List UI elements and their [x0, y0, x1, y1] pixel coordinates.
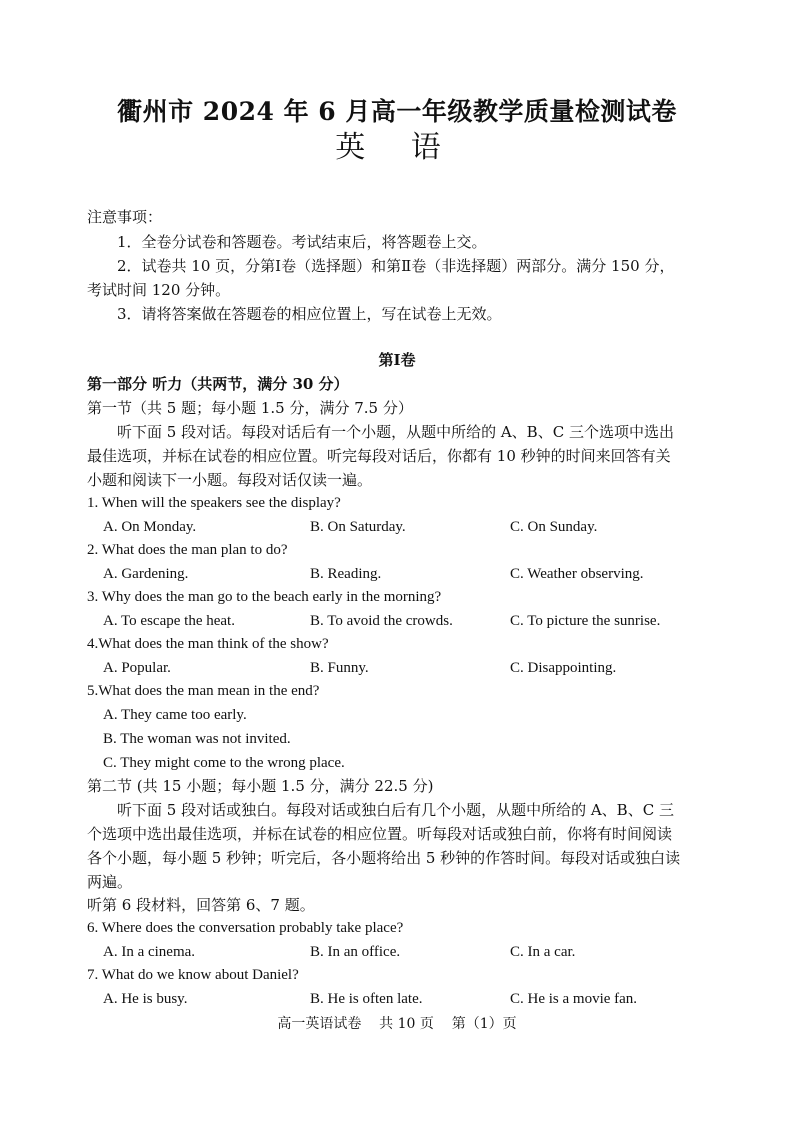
question-7-option-b: B. He is often late.	[310, 991, 423, 1007]
section1-instruction-2: 最佳选项，并标在试卷的相应位置。听完每段对话后，你都有 10 秒钟的时间来回答有关	[87, 447, 671, 465]
question-6-option-a: A. In a cinema.	[103, 944, 196, 960]
question-6-option-c: C. In a car.	[510, 944, 576, 960]
notice-item-2: 2．试卷共 10 页，分第Ⅰ卷（选择题）和第Ⅱ卷（非选择题）两部分。满分 150 分，	[117, 257, 675, 275]
question-5-stem: 5.What does the man mean in the end?	[87, 683, 320, 699]
question-1-option-c: C. On Sunday.	[510, 519, 598, 535]
volume-heading: 第Ⅰ卷	[378, 351, 416, 369]
notice-item-3: 3．请将答案做在答题卷的相应位置上，写在试卷上无效。	[117, 305, 502, 323]
exam-title: 衢州市 2024 年 6 月高一年级教学质量检测试卷	[117, 97, 677, 126]
question-1-option-b: B. On Saturday.	[310, 519, 406, 535]
part1-heading: 第一部分 听力（共两节，满分 30 分）	[87, 375, 349, 393]
question-7-option-c: C. He is a movie fan.	[510, 991, 638, 1007]
question-4-option-a: A. Popular.	[103, 660, 171, 676]
material-6-instruction: 听第 6 段材料，回答第 6、7 题。	[87, 896, 315, 914]
question-2-option-a: A. Gardening.	[103, 566, 189, 582]
question-5-option-a: A. They came too early.	[103, 707, 247, 723]
section1-instruction-1: 听下面 5 段对话。每段对话后有一个小题，从题中所给的 A、B、C 三个选项中选出	[117, 423, 674, 441]
notice-heading: 注意事项：	[87, 208, 163, 226]
question-3-option-c: C. To picture the sunrise.	[510, 613, 661, 629]
section1-instruction-3: 小题和阅读下一小题。每段对话仅读一遍。	[87, 471, 373, 489]
question-3-stem: 3. Why does the man go to the beach early in the morning?	[87, 589, 442, 605]
question-6-option-b: B. In an office.	[310, 944, 401, 960]
subject-title: 英 语	[335, 130, 459, 165]
question-7-option-a: A. He is busy.	[103, 991, 188, 1007]
page-footer: 高一英语试卷 共 10 页 第（1）页	[277, 1016, 517, 1032]
question-6-stem: 6. Where does the conversation probably take place?	[87, 920, 404, 936]
question-3-option-a: A. To escape the heat.	[103, 613, 235, 629]
section2-instruction-1: 听下面 5 段对话或独白。每段对话或独白后有几个小题，从题中所给的 A、B、C 三	[117, 801, 674, 819]
question-2-option-b: B. Reading.	[310, 566, 382, 582]
section2-heading: 第二节 (共 15 小题；每小题 1.5 分，满分 22.5 分)	[87, 777, 434, 795]
section2-instruction-3: 各个小题，每小题 5 秒钟；听完后，各小题将给出 5 秒钟的作答时间。每段对话或独白读	[87, 849, 681, 867]
question-4-stem: 4.What does the man think of the show?	[87, 636, 329, 652]
question-4-option-b: B. Funny.	[310, 660, 369, 676]
question-5-option-c: C. They might come to the wrong place.	[103, 755, 345, 771]
question-1-stem: 1. When will the speakers see the display?	[87, 495, 341, 511]
section2-instruction-2: 个选项中选出最佳选项，并标在试卷的相应位置。听每段对话或独白前，你将有时间阅读	[87, 825, 673, 843]
section1-heading: 第一节（共 5 题；每小题 1.5 分，满分 7.5 分）	[87, 399, 413, 417]
question-5-option-b: B. The woman was not invited.	[103, 731, 291, 747]
question-3-option-b: B. To avoid the crowds.	[310, 613, 453, 629]
question-1-option-a: A. On Monday.	[103, 519, 197, 535]
question-2-option-c: C. Weather observing.	[510, 566, 644, 582]
question-7-stem: 7. What do we know about Daniel?	[87, 967, 299, 983]
notice-item-2-cont: 考试时间 120 分钟。	[87, 281, 231, 299]
notice-item-1: 1．全卷分试卷和答题卷。考试结束后，将答题卷上交。	[117, 233, 487, 251]
section2-instruction-4: 两遍。	[87, 873, 133, 891]
question-4-option-c: C. Disappointing.	[510, 660, 617, 676]
question-2-stem: 2. What does the man plan to do?	[87, 542, 288, 558]
